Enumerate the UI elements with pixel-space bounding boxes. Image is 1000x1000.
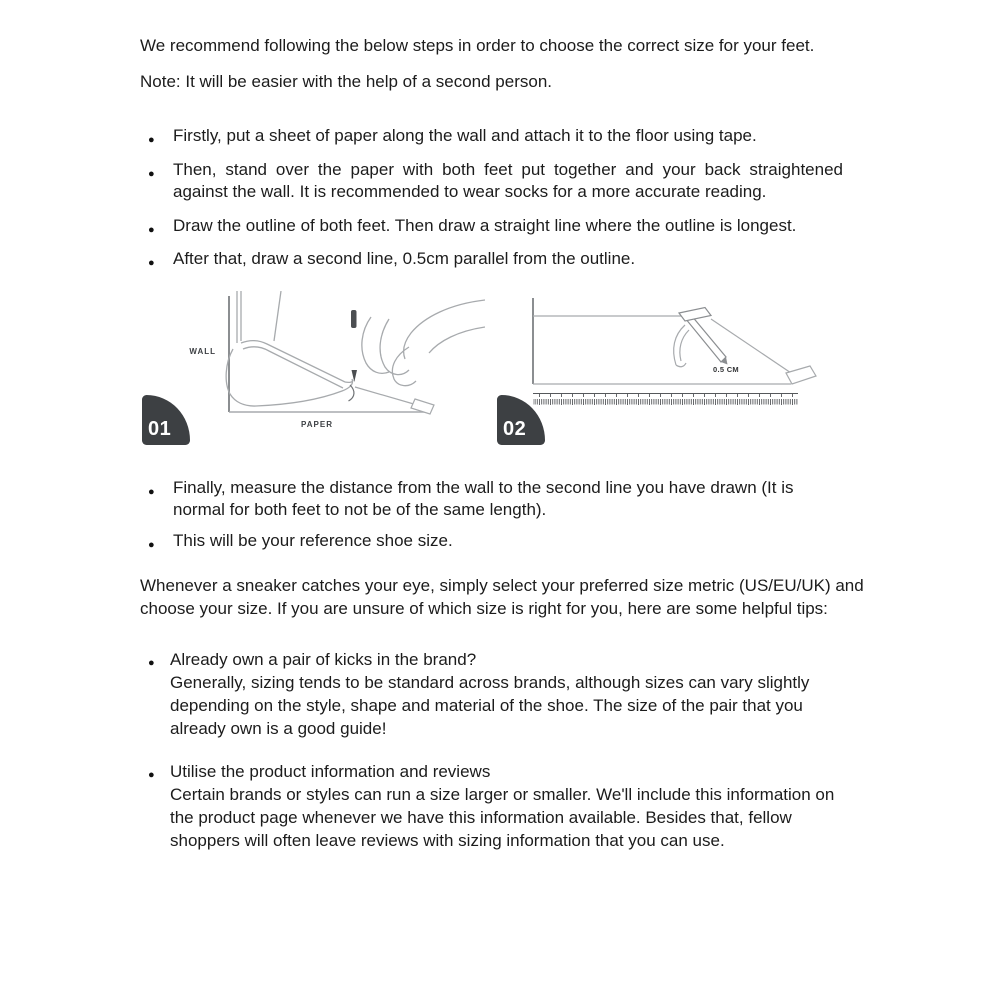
figure-draw-outline <box>140 291 485 451</box>
tip-item <box>140 648 840 740</box>
bullet-dot: ● <box>148 538 155 551</box>
note-text: Note: It will be easier with the help of a second person. <box>140 72 553 91</box>
figure-measure-distance <box>495 291 855 451</box>
toe-outline <box>674 325 689 367</box>
step-badge-01: 01 <box>142 395 190 445</box>
step-text: Draw the outline of both feet. Then draw a straight line where the outline is longest. <box>173 215 797 235</box>
step-text: Firstly, put a sheet of paper along the wall and attach it to the floor using tape. <box>173 126 757 145</box>
measuring-steps-list <box>140 125 870 271</box>
bullet-dot: ● <box>148 485 155 498</box>
step-item <box>140 215 843 238</box>
result-text: Finally, measure the distance from the wall to the second line you have drawn (It is normal for both feet to not be of the same length). <box>173 477 794 519</box>
pencil-icon <box>679 307 728 364</box>
wall-label: WALL <box>189 346 216 356</box>
tip-item <box>140 760 840 852</box>
result-item <box>140 477 825 522</box>
bullet-dot: ● <box>148 769 155 781</box>
hand-outline <box>362 300 485 386</box>
tape-piece <box>786 366 816 384</box>
intro-paragraph: We recommend following the below steps in order to choose the correct size for your feet. <box>140 36 815 55</box>
step-item <box>140 159 843 204</box>
step-text: Then, stand over the paper with both feet put together and your back straightened against the wall. It is recommended to wear socks for a more accurate reading. <box>173 159 843 201</box>
ruler-drawing <box>533 393 798 405</box>
bullet-dot: ● <box>148 257 155 269</box>
paper-label: PAPER <box>301 419 333 429</box>
foot-measurement-illustration <box>140 291 485 451</box>
foot-outline <box>226 340 353 405</box>
offset-label: 0.5 CM <box>713 364 739 374</box>
illustrations-row <box>140 291 870 451</box>
result-item <box>140 530 825 553</box>
tip-title: Already own a pair of kicks in the brand? <box>170 650 477 669</box>
results-list <box>140 477 870 553</box>
step-badge-02: 02 <box>497 395 545 445</box>
result-text: This will be your reference shoe size. <box>173 530 453 550</box>
step-item <box>140 125 843 148</box>
tip-body: Certain brands or styles can run a size larger or smaller. We'll include this information on the product page whenever we have this information available. Besides that, fellow shoppers will often leave reviews with sizing information that you can use. <box>170 785 835 850</box>
measuring-illustration <box>495 291 855 451</box>
tips-list <box>140 648 870 852</box>
step-text: After that, draw a second line, 0.5cm parallel from the outline. <box>173 249 636 268</box>
sizing-paragraph: Whenever a sneaker catches your eye, simply select your preferred size metric (US/EU/UK) and choose your size. If you are unsure of which size is right for you, here are some helpful tips: <box>140 576 864 618</box>
leg-outline <box>237 291 281 343</box>
tip-title: Utilise the product information and reviews <box>170 762 491 781</box>
bullet-dot: ● <box>148 134 155 146</box>
bullet-dot: ● <box>148 223 155 236</box>
step-item <box>140 248 843 271</box>
tip-body: Generally, sizing tends to be standard across brands, although sizes can vary slightly depending on the style, shape and material of the shoe. The size of the pair that you already own is a good guide! <box>170 673 810 738</box>
bullet-dot: ● <box>148 657 155 669</box>
bullet-dot: ● <box>148 167 155 180</box>
